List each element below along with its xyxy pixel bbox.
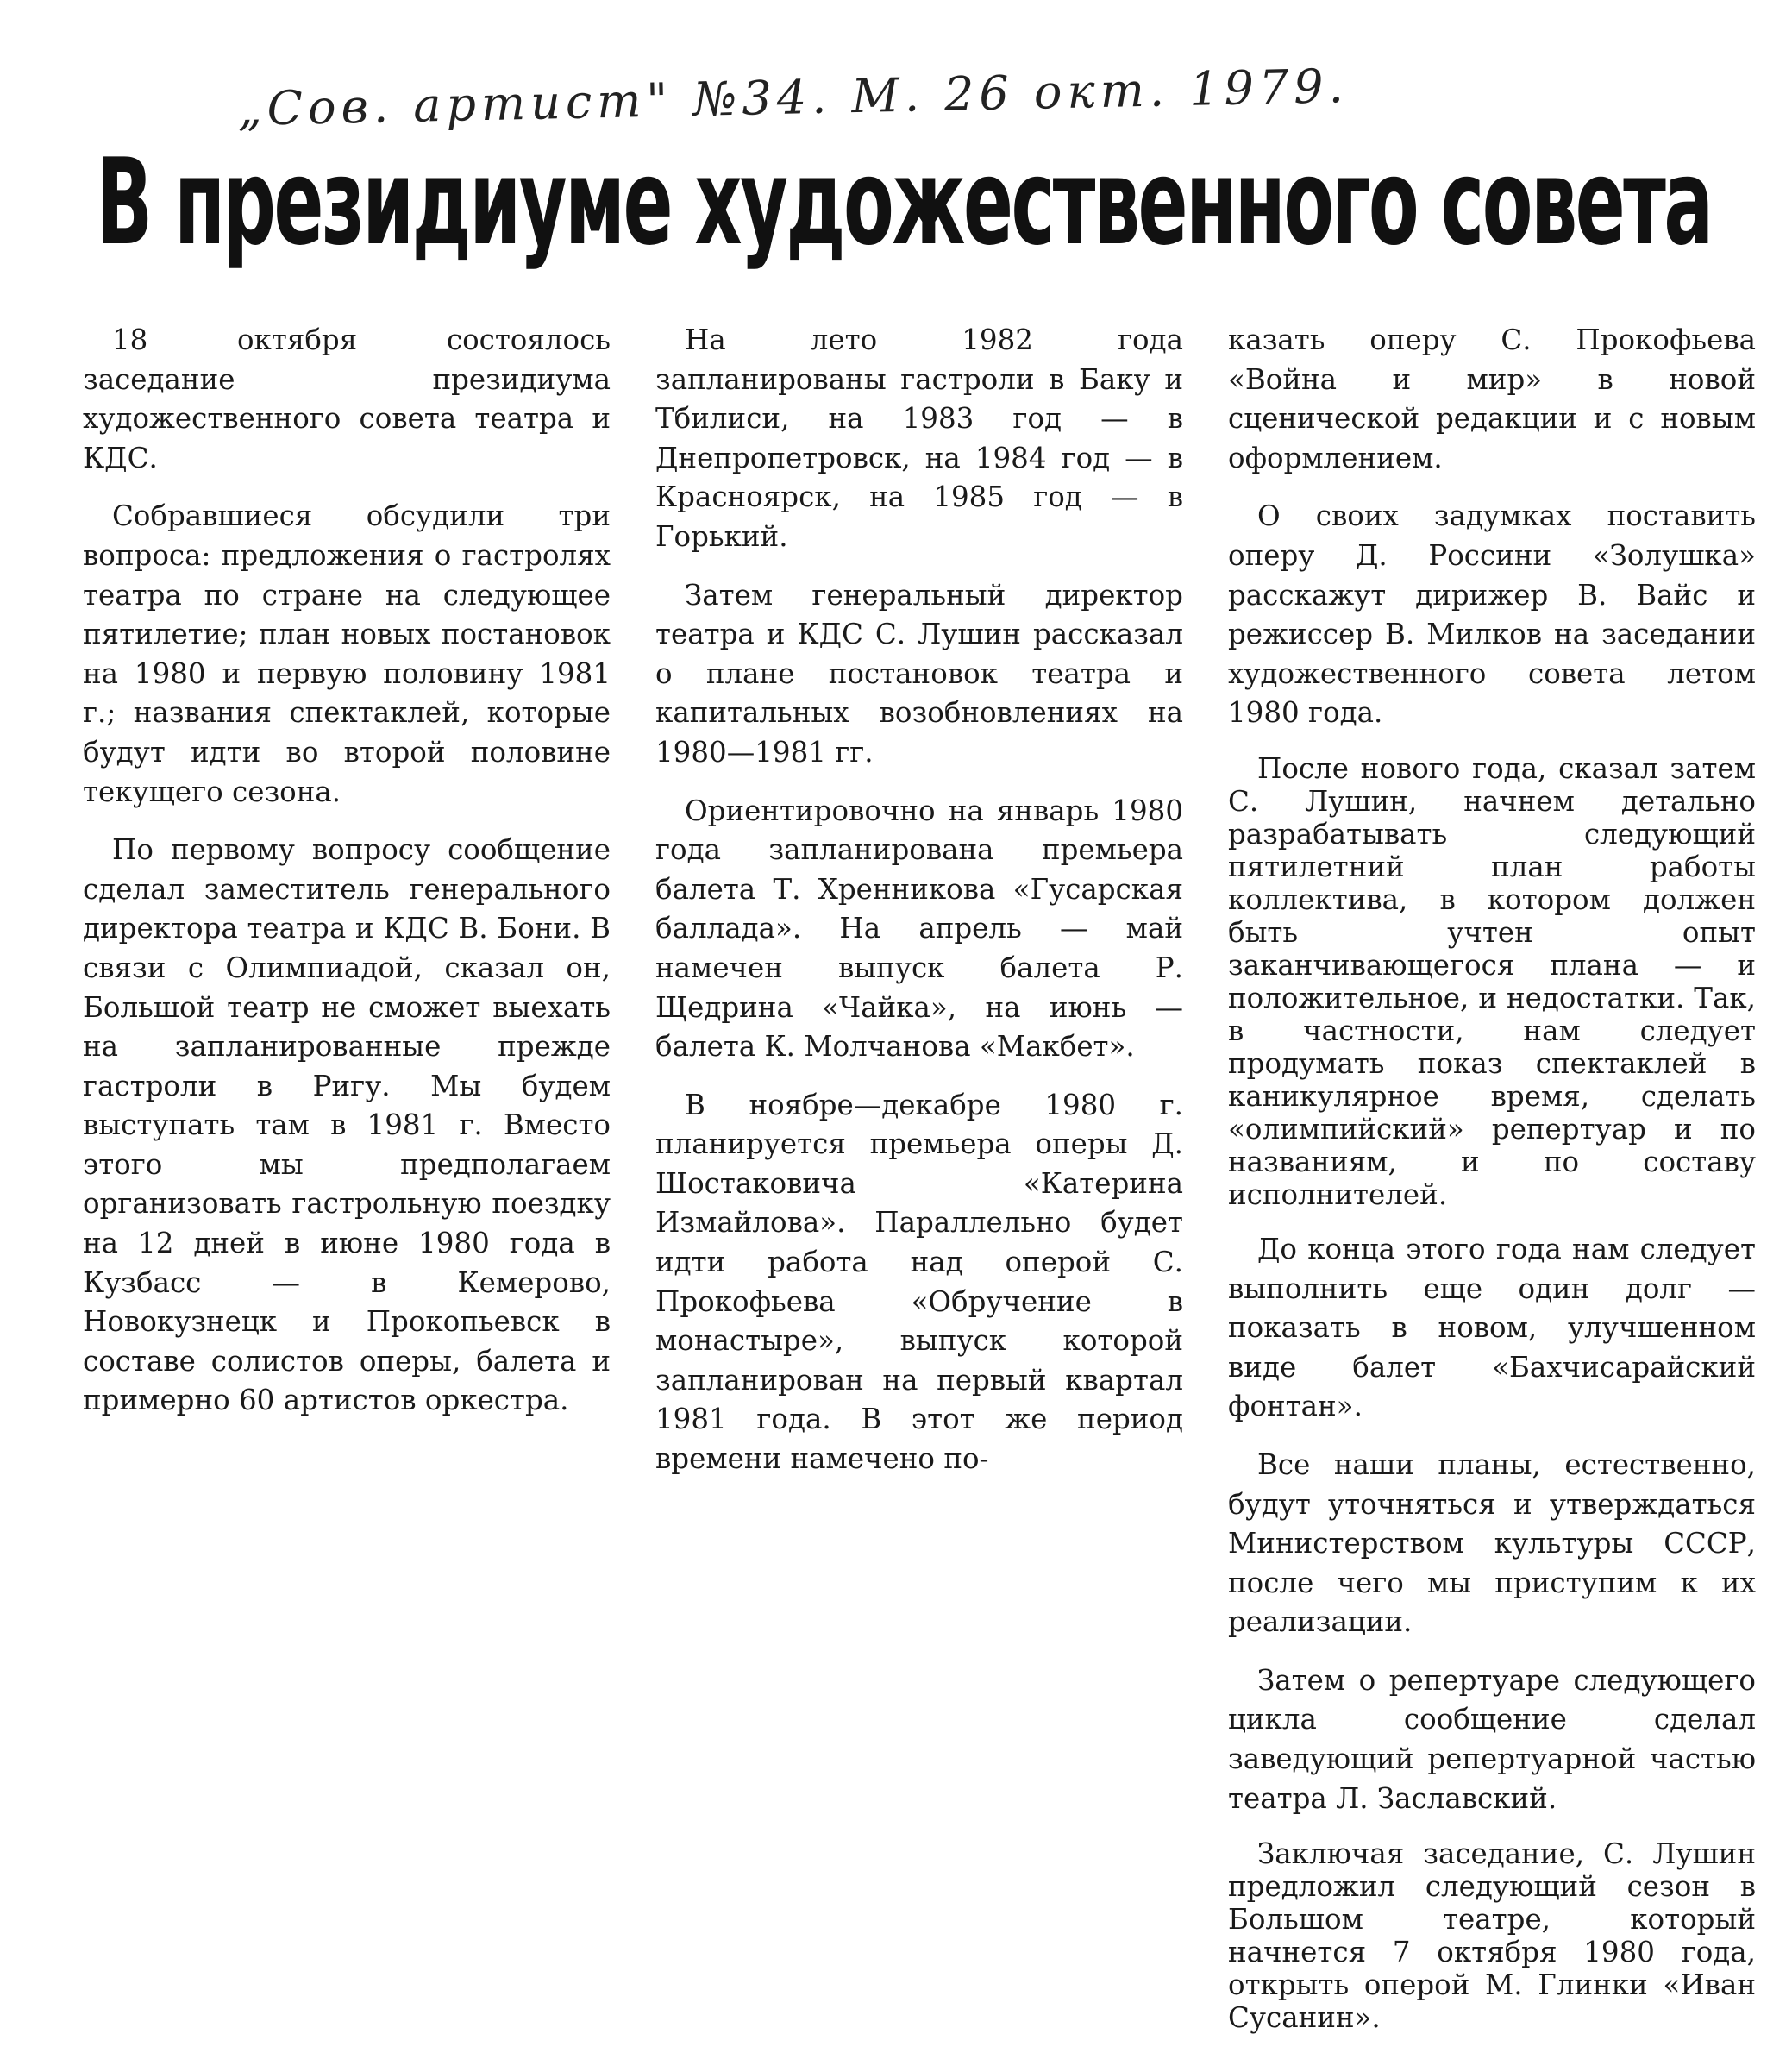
paragraph: Все наши планы, естественно, будут уточняться и утверждаться Министерством культуры СССР, после чего мы приступим к их реализации.: [1228, 1447, 1756, 1639]
article-column-1: [83, 321, 611, 1440]
paragraph: Собравшиеся обсудили три вопроса: предложения о гастролях театра по стране на следующее пятилетие; план новых постановок на 1980 и первую половину 1981 г.; названия спектаклей, которые будут идти во второй половине текущего сезона.: [83, 499, 611, 808]
paragraph: 18 октября состоялось заседание президиума художественного совета театра и КДС.: [83, 323, 611, 474]
headline: В президиуме художественного совета: [97, 133, 1712, 272]
paragraph: После нового года, сказал затем С. Лушин, начнем детально разрабатывать следующий пятилетний план работы коллектива, в котором должен быть учтен опыт заканчивающегося плана — и положительное, и недостатки. Так, в частности, нам следует продумать показ спектаклей в каникулярное время, сделать «олимпийский» репертуар и по названиям, и по составу исполнителей.: [1228, 751, 1756, 1211]
paragraph: Ориентировочно на январь 1980 года запланирована премьера балета Т. Хренникова «Гусарская баллада». На апрель — май намечен выпуск балета Р. Щедрина «Чайка», на июнь — балета К. Молчанова «Макбет».: [655, 794, 1183, 1064]
paragraph: По первому вопросу сообщение сделал заместитель генерального директора театра и КДС В. Бони. В связи с Олимпиадой, сказал он, Большой театр не сможет выехать на запланированные прежде гастроли в Ригу. Мы будем выступать там в 1981 г. Вместо этого мы предполагаем организовать гастрольную поездку на 12 дней в июне 1980 года в Кузбасс — в Кемерово, Новокузнецк и Прокопьевск в составе солистов оперы, балета и примерно 60 артистов оркестра.: [83, 833, 611, 1417]
paragraph: Затем генеральный директор театра и КДС С. Лушин рассказал о плане постановок театра и капитальных возобновлениях на 1980—1981 гг.: [655, 578, 1183, 769]
paragraph: В ноябре—декабре 1980 г. планируется премьера оперы Д. Шостаковича «Катерина Измайлова». Параллельно будет идти работа над оперой С. Прокофьева «Обручение в монастыре», выпуск которой запланирован на первый квартал 1981 года. В этот же период времени намечено по-: [655, 1088, 1183, 1476]
paragraph: До конца этого года нам следует выполнить еще один долг — показать в новом, улучшенном виде балет «Бахчисарайский фонтан».: [1228, 1232, 1756, 1423]
article-column-3: [1228, 321, 1756, 2053]
paragraph: Заключая заседание, С. Лушин предложил следующий сезон в Большом театре, который начнется 7 октября 1980 года, открыть оперой М. Глинки «Иван Сусанин».: [1228, 1837, 1756, 2035]
paragraph: О своих задумках поставить оперу Д. Россини «Золушка» расскажут дирижер В. Вайс и режиссер В. Милков на заседании художественного совета летом 1980 года.: [1228, 499, 1756, 730]
article-column-2: [655, 321, 1183, 1498]
paragraph: На лето 1982 года запланированы гастроли в Баку и Тбилиси, на 1983 год — в Днепропетровск, на 1984 год — в Красноярск, на 1985 год — в Горький.: [655, 323, 1183, 553]
handwritten-source-note: „Сов. артист" №34. М. 26 окт. 1979.: [237, 59, 1350, 136]
paragraph-continued: казать оперу С. Прокофьева «Война и мир» в новой сценической редакции и с новым оформлением.: [1228, 323, 1756, 474]
paragraph: Затем о репертуаре следующего цикла сообщение сделал заведующий репертуарной частью театра Л. Заславский.: [1228, 1663, 1756, 1815]
